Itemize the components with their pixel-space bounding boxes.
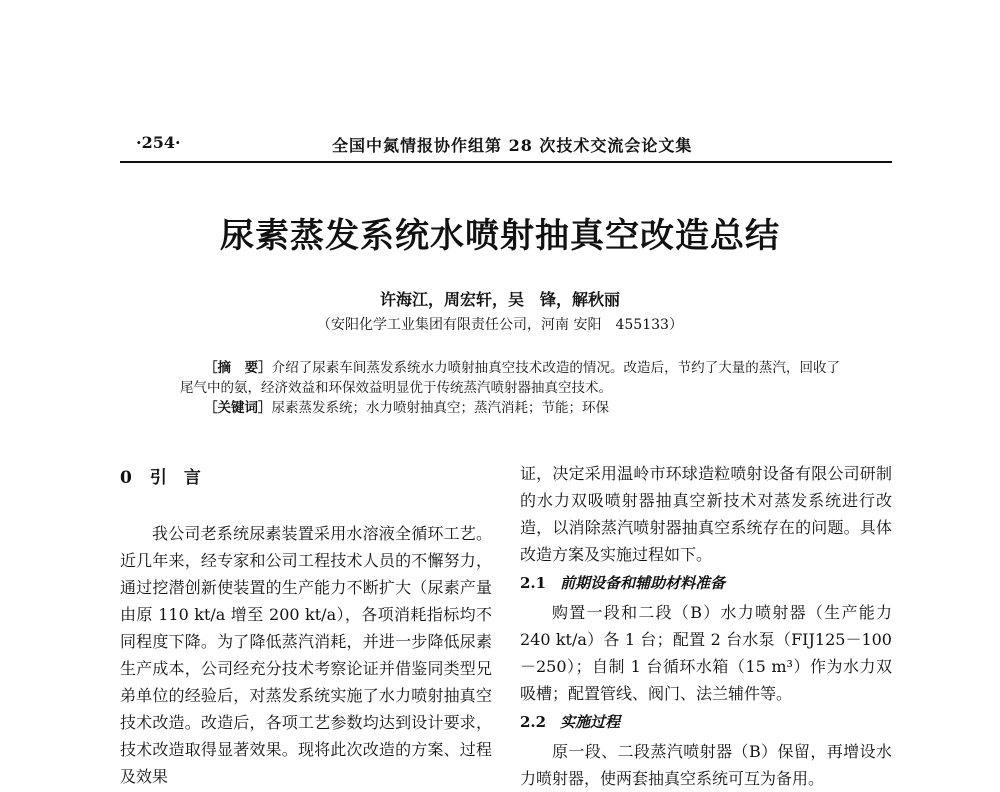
section-heading-intro — [120, 465, 492, 492]
paper-authors: 许海江，周宏轩，吴 锋，解秋丽 — [379, 290, 620, 309]
abstract-paragraph — [180, 358, 840, 398]
subsection-paragraph-2-2: 原一段、二段蒸汽喷射器（B）保留，再增设水力喷射器，使两套抽真空系统可互为备用。 — [520, 742, 892, 788]
subsection-title: 前期设备和辅助材料准备 — [560, 574, 726, 592]
keywords-paragraph — [180, 398, 840, 418]
section-number: 0 — [120, 468, 132, 488]
subsection-heading-2-1 — [520, 570, 892, 597]
subsection-paragraph-2-1: 购置一段和二段（B）水力喷射器（生产能力 240 kt/a）各 1 台；配置 2 台水泵（FIJ125－100－250）；自制 1 台循环水箱（15 m³）作为水力双吸槽；配置管线、阀门、法兰辅件等。 — [520, 603, 892, 703]
intro-paragraph: 我公司老系统尿素装置采用水溶液全循环工艺。近几年来，经专家和公司工程技术人员的不懈努力，通过挖潜创新使装置的生产能力不断扩大（尿素产量由原 110 kt/a 增至 200 kt/a），各项消耗指标均不同程度下降。为了降低蒸汽消耗，并进一步降低尿素生产成本，公司经充分技术考察论证并借鉴同类型兄弟单位的经验后，对蒸发系统实施了水力喷射抽真空技术改造。改造后，各项工艺参数均达到设计要求，技术改造取得显著效果。现将此次改造的方案、过程及效果 — [120, 524, 492, 786]
abstract-block — [180, 358, 840, 418]
section-title: 引 言 — [149, 468, 201, 488]
keywords-text: 尿素蒸发系统；水力喷射抽真空；蒸汽消耗；节能；环保 — [271, 400, 609, 416]
subsection-number: 2.2 — [520, 713, 547, 731]
continued-paragraph: 证，决定采用温岭市环球造粒喷射设备有限公司研制的水力双吸喷射器抽真空新技术对蒸发系统进行改造，以消除蒸汽喷射器抽真空系统存在的问题。具体改造方案及实施过程如下。 — [520, 464, 892, 564]
subsection-number: 2.1 — [520, 574, 547, 592]
subsection-title: 实施过程 — [560, 713, 621, 731]
subsection-heading-2-2 — [520, 709, 892, 736]
abstract-text: 介绍了尿素车间蒸发系统水力喷射抽真空技术改造的情况。改造后，节约了大量的蒸汽，回收了尾气中的氨，经济效益和环保效益明显优于传统蒸汽喷射器抽真空技术。 — [180, 360, 841, 396]
keywords-label: ［关键词］ — [204, 400, 272, 416]
right-column — [520, 460, 892, 792]
paper-title: 尿素蒸发系统水喷射抽真空改造总结 — [220, 216, 780, 256]
paper-affiliation: （安阳化学工业集团有限责任公司，河南 安阳 455133） — [317, 317, 683, 333]
journal-title: 全国中氮情报协作组第 28 次技术交流会论文集 — [332, 136, 693, 155]
page-number: ·254· — [136, 133, 181, 152]
abstract-label: ［摘 要］ — [204, 360, 272, 376]
header-rule — [120, 161, 892, 163]
left-column — [120, 465, 492, 790]
